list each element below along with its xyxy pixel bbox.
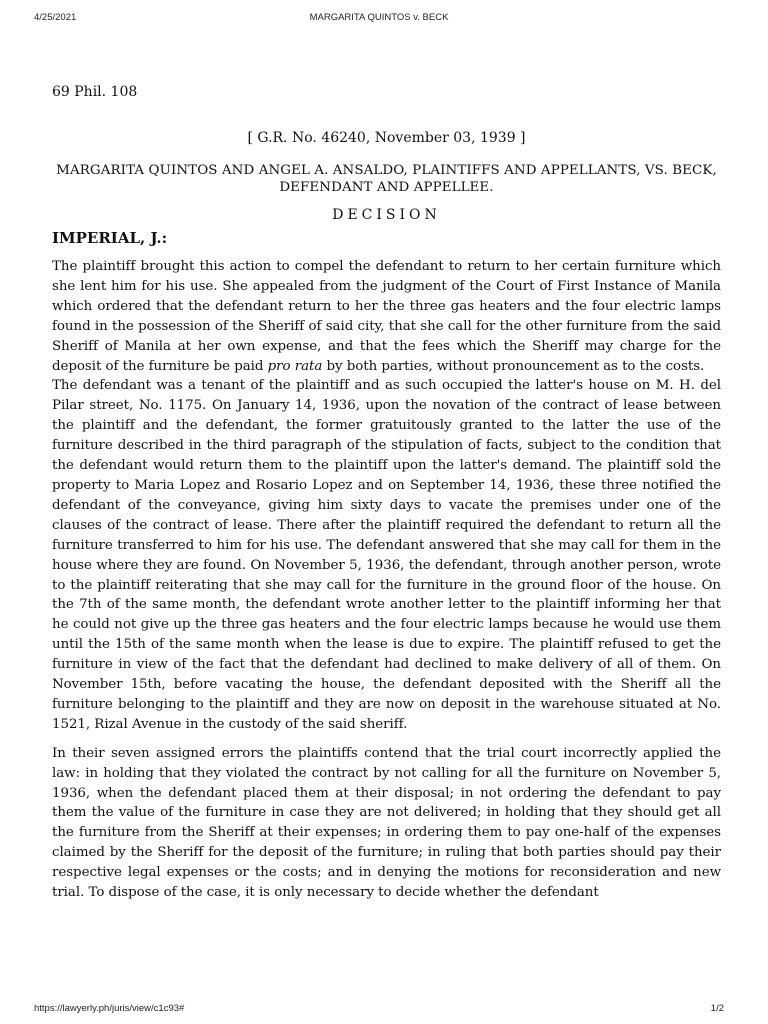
gr-number: [ G.R. No. 46240, November 03, 1939 ] [247, 130, 526, 146]
paragraph-1 [52, 257, 721, 376]
ponente: IMPERIAL, J.: [52, 229, 168, 247]
citation: 69 Phil. 108 [52, 84, 138, 100]
paragraph-1-text: The plaintiff brought this action to compel the defendant to return to her certain furniture which she lent him for his use. She appealed from the judgment of the Court of First Instance of Manila which ordered that the defendant return to her the three gas heaters and the four electric lamps found in the possession of the Sheriff of said city, that she call for the other furniture from the said Sheriff of Manila at her own expense, and that the fees which the Sheriff may charge for the deposit of the furniture be paid [52, 259, 721, 374]
print-date: 4/25/2021 [34, 12, 77, 23]
page-number: 1/2 [710, 1003, 724, 1014]
paragraph-1-text-end: by both parties, without pronouncement as to the costs. [322, 358, 705, 374]
print-title: MARGARITA QUINTOS v. BECK [309, 12, 449, 23]
decision-heading: DECISION [332, 207, 441, 223]
paragraph-2: The defendant was a tenant of the plaintiff and as such occupied the latter's house on M. H. del Pilar street, No. 1175. On January 14, 1936, upon the novation of the contract of lease between the plaintiff and the defendant, the former gratuitously granted to the latter the use of the furniture described in the third paragraph of the stipulation of facts, subject to the condition that the defendant would return them to the plaintiff upon the latter's demand. The plaintiff sold the property to Maria Lopez and Rosario Lopez and on September 14, 1936, these three notified the defendant of the conveyance, giving him sixty days to vacate the premises under one of the clauses of the contract of lease. There after the plaintiff required the defendant to return all the furniture transferred to him for his use. The defendant answered that she may call for them in the house where they are found. On November 5, 1936, the defendant, through another person, wrote to the plaintiff reiterating that she may call for the furniture in the ground floor of the house. On the 7th of the same month, the defendant wrote another letter to the plaintiff informing her that he could not give up the three gas heaters and the four electric lamps because he would use them until the 15th of the same month when the lease is due to expire. The plaintiff refused to get the furniture in view of the fact that the defendant had declined to make delivery of all of them. On November 15th, before vacating the house, the defendant deposited with the Sheriff all the furniture belonging to the plaintiff and they are now on deposit in the warehouse situated at No. 1521, Rizal Avenue in the custody of the said sheriff. [52, 378, 721, 732]
paragraph-3: In their seven assigned errors the plaintiffs contend that the trial court incorrectly applied the law: in holding that they violated the contract by not calling for all the furniture on November 5, 1936, when the defendant placed them at their disposal; in not ordering the defendant to pay them the value of the furniture in case they are not delivered; in holding that they should get all the furniture from the Sheriff at their expenses; in ordering them to pay one-half of the expenses claimed by the Sheriff for the deposit of the furniture; in ruling that both parties should pay their respective legal expenses or the costs; and in denying the motions for reconsideration and new trial. To dispose of the case, it is only necessary to decide whether the defendant [52, 745, 721, 901]
case-parties: MARGARITA QUINTOS AND ANGEL A. ANSALDO, PLAINTIFFS AND APPELLANTS, VS. BECK, DEFENDANT AND APPELLEE. [56, 163, 717, 195]
document-body [52, 84, 721, 903]
page-url: https://lawyerly.ph/juris/view/c1c93# [34, 1003, 185, 1014]
paragraph-1-italic: pro rata [267, 358, 323, 374]
